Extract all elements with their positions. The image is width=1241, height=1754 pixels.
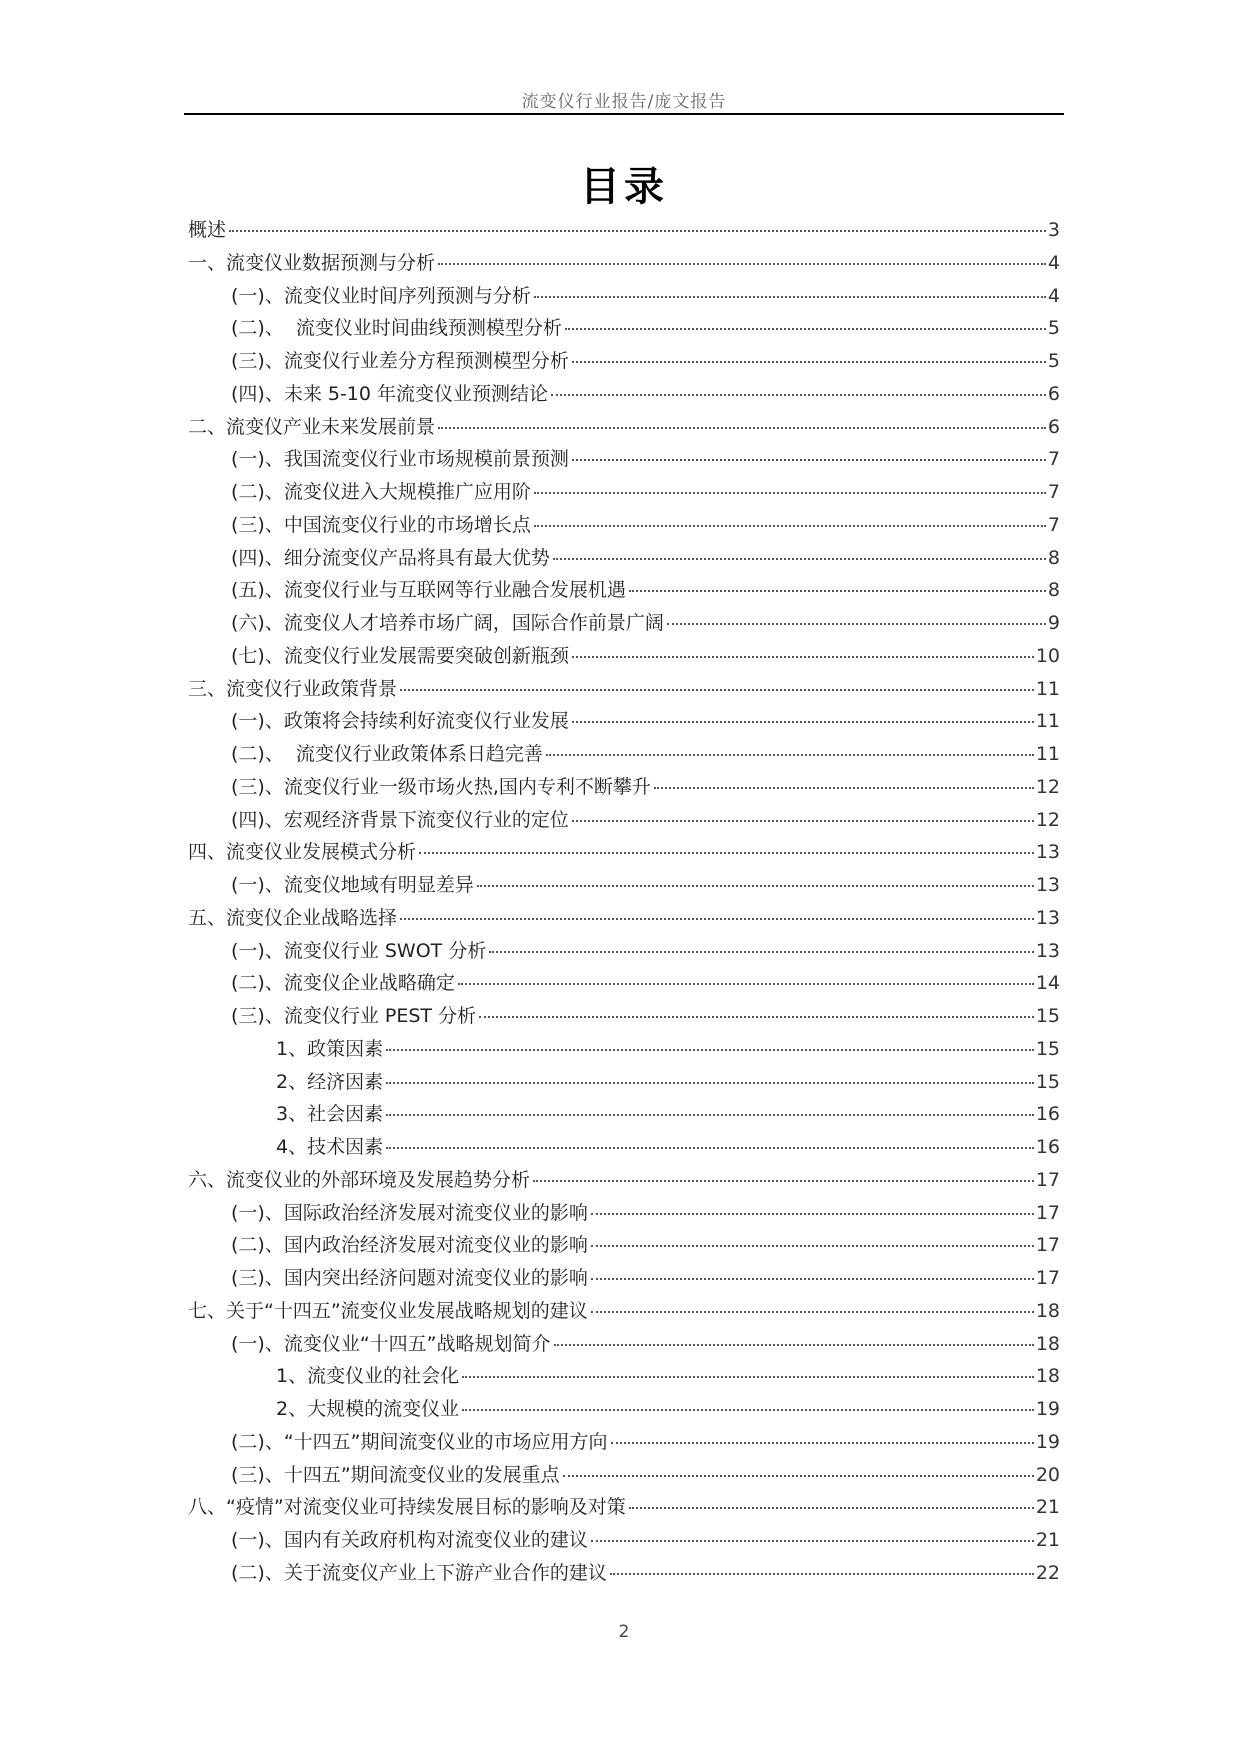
toc-entry[interactable] — [188, 412, 1060, 445]
page-number: 2 — [618, 1622, 630, 1642]
toc-entry[interactable] — [188, 1329, 1060, 1362]
toc-entry-label: 2、经济因素 — [276, 1070, 384, 1093]
toc-entry-page-number: 21 — [1035, 1496, 1060, 1519]
toc-entry-label: 4、技术因素 — [276, 1136, 384, 1158]
toc-entry[interactable] — [188, 1558, 1060, 1591]
dot-leader — [591, 1278, 1034, 1280]
toc-entry-label: (二)、流变仪进入大规模推广应用阶 — [231, 481, 531, 503]
toc-entry-label: (三)、中国流变仪行业的市场增长点 — [231, 513, 531, 536]
toc-entry-page-number: 15 — [1035, 1005, 1060, 1027]
dot-leader — [477, 885, 1034, 887]
toc-entry-page-number: 8 — [1047, 546, 1060, 569]
toc-entry-label: 1、政策因素 — [276, 1037, 384, 1060]
toc-entry-page-number: 8 — [1047, 579, 1060, 602]
toc-entry[interactable] — [188, 870, 1060, 903]
toc-entry-label: (一)、国内有关政府机构对流变仪业的建议 — [231, 1529, 588, 1551]
dot-leader — [572, 459, 1046, 461]
toc-entry[interactable] — [188, 608, 1060, 641]
dot-leader — [554, 1344, 1034, 1346]
toc-entry[interactable] — [188, 903, 1060, 936]
table-of-contents — [188, 215, 1060, 1591]
toc-entry-page-number: 9 — [1047, 612, 1060, 634]
toc-entry-page-number: 17 — [1035, 1267, 1060, 1289]
toc-entry-label: (一)、流变仪地域有明显差异 — [231, 874, 474, 896]
dot-leader — [572, 721, 1034, 723]
toc-entry[interactable] — [188, 674, 1060, 707]
toc-entry[interactable] — [188, 1394, 1060, 1427]
toc-entry-page-number: 13 — [1035, 874, 1060, 896]
toc-entry-page-number: 10 — [1035, 644, 1060, 667]
toc-entry-page-number: 20 — [1035, 1463, 1060, 1486]
toc-entry-label: (一)、我国流变仪行业市场规模前景预测 — [231, 448, 569, 471]
dot-leader — [610, 1573, 1034, 1575]
dot-leader — [489, 951, 1033, 953]
toc-entry[interactable] — [188, 1263, 1060, 1296]
dot-leader — [629, 1507, 1034, 1509]
dot-leader — [386, 1114, 1034, 1116]
toc-entry-page-number: 3 — [1047, 219, 1060, 241]
toc-entry[interactable] — [188, 1427, 1060, 1460]
toc-entry[interactable] — [188, 641, 1060, 674]
toc-entry[interactable] — [188, 346, 1060, 379]
toc-entry-page-number: 17 — [1035, 1168, 1060, 1191]
toc-entry-label: (二)、关于流变仪产业上下游产业合作的建议 — [231, 1561, 607, 1584]
toc-entry-page-number: 13 — [1035, 906, 1060, 929]
toc-entry-page-number: 18 — [1035, 1332, 1060, 1355]
toc-entry-page-number: 15 — [1035, 1037, 1060, 1060]
toc-entry-label: 2、大规模的流变仪业 — [276, 1398, 460, 1420]
toc-entry-page-number: 18 — [1035, 1365, 1060, 1388]
dot-leader — [591, 1213, 1034, 1215]
dot-leader — [479, 1016, 1034, 1018]
dot-leader — [400, 918, 1034, 920]
toc-entry[interactable] — [188, 510, 1060, 543]
toc-entry-label: 概述 — [188, 219, 227, 241]
toc-entry-page-number: 13 — [1035, 939, 1060, 962]
toc-entry-label: 四、流变仪业发展模式分析 — [188, 841, 417, 864]
dot-leader — [462, 1409, 1034, 1411]
toc-entry-page-number: 14 — [1035, 972, 1060, 995]
running-header: 流变仪行业报告/庞文报告 — [521, 92, 727, 112]
dot-leader — [591, 1540, 1034, 1542]
dot-leader — [572, 361, 1046, 363]
dot-leader — [458, 983, 1034, 985]
toc-entry-page-number: 11 — [1035, 710, 1060, 733]
toc-entry[interactable] — [188, 575, 1060, 608]
toc-entry-label: (二)、 流变仪行业政策体系日趋完善 — [231, 743, 543, 765]
toc-entry-page-number: 4 — [1047, 251, 1060, 274]
toc-entry-label: (三)、流变仪行业 PEST 分析 — [231, 1005, 477, 1027]
toc-entry-label: (二)、“十四五”期间流变仪业的市场应用方向 — [231, 1430, 608, 1453]
toc-entry-label: (三)、国内突出经济问题对流变仪业的影响 — [231, 1267, 588, 1289]
toc-entry[interactable] — [188, 281, 1060, 314]
toc-entry[interactable] — [188, 444, 1060, 477]
toc-entry[interactable] — [188, 1132, 1060, 1165]
dot-leader — [386, 1082, 1034, 1084]
toc-entry-page-number: 19 — [1035, 1398, 1060, 1420]
dot-leader — [438, 263, 1046, 265]
toc-entry[interactable] — [188, 772, 1060, 805]
toc-entry[interactable] — [188, 477, 1060, 510]
toc-entry-label: 一、流变仪业数据预测与分析 — [188, 251, 436, 274]
toc-entry[interactable] — [188, 1165, 1060, 1198]
toc-entry[interactable] — [188, 1001, 1060, 1034]
toc-entry-page-number: 17 — [1035, 1201, 1060, 1224]
toc-entry[interactable] — [188, 1067, 1060, 1100]
toc-entry[interactable] — [188, 1034, 1060, 1067]
dot-leader — [591, 1245, 1034, 1247]
toc-entry-label: 二、流变仪产业未来发展前景 — [188, 415, 436, 438]
toc-entry-label: (三)、流变仪行业差分方程预测模型分析 — [231, 350, 569, 372]
toc-entry-label: (七)、流变仪行业发展需要突破创新瓶颈 — [231, 644, 569, 667]
toc-entry-label: (三)、十四五”期间流变仪业的发展重点 — [231, 1463, 560, 1486]
dot-leader — [572, 820, 1034, 822]
toc-entry[interactable] — [188, 1361, 1060, 1394]
dot-leader — [667, 623, 1046, 625]
toc-entry-page-number: 7 — [1047, 513, 1060, 536]
dot-leader — [534, 492, 1046, 494]
dot-leader — [534, 525, 1046, 527]
toc-entry[interactable] — [188, 1460, 1060, 1493]
toc-entry-label: (四)、宏观经济背景下流变仪行业的定位 — [231, 808, 569, 831]
toc-entry-page-number: 12 — [1035, 775, 1060, 798]
toc-entry-label: (一)、流变仪业时间序列预测与分析 — [231, 284, 531, 307]
toc-entry-page-number: 15 — [1035, 1070, 1060, 1093]
toc-entry-label: (二)、国内政治经济发展对流变仪业的影响 — [231, 1234, 588, 1257]
toc-entry[interactable] — [188, 1198, 1060, 1231]
toc-entry-page-number: 18 — [1035, 1299, 1060, 1322]
toc-entry[interactable] — [188, 1525, 1060, 1558]
toc-entry-label: 3、社会因素 — [276, 1103, 384, 1126]
toc-entry-page-number: 16 — [1035, 1136, 1060, 1158]
dot-leader — [565, 328, 1046, 330]
dot-leader — [551, 394, 1046, 396]
toc-entry-page-number: 12 — [1035, 808, 1060, 831]
toc-entry-page-number: 22 — [1035, 1561, 1060, 1584]
dot-leader — [629, 590, 1046, 592]
dot-leader — [572, 656, 1034, 658]
toc-entry-label: (一)、流变仪业“十四五”战略规划简介 — [231, 1332, 551, 1355]
toc-entry[interactable] — [188, 739, 1060, 772]
toc-entry-label: 1、流变仪业的社会化 — [276, 1365, 460, 1388]
toc-entry-page-number: 5 — [1047, 350, 1060, 372]
toc-entry[interactable] — [188, 1296, 1060, 1329]
toc-entry[interactable] — [188, 1230, 1060, 1263]
dot-leader — [654, 787, 1034, 789]
toc-entry-page-number: 5 — [1047, 317, 1060, 340]
toc-entry-page-number: 21 — [1035, 1529, 1060, 1551]
toc-entry[interactable] — [188, 313, 1060, 346]
dot-leader — [591, 1311, 1034, 1313]
toc-entry[interactable] — [188, 968, 1060, 1001]
toc-entry-label: 五、流变仪企业战略选择 — [188, 906, 398, 929]
dot-leader — [533, 1180, 1034, 1182]
toc-entry-label: (四)、未来 5-10 年流变仪业预测结论 — [231, 382, 549, 405]
toc-entry-page-number: 13 — [1035, 841, 1060, 864]
toc-entry-label: (三)、流变仪行业一级市场火热,国内专利不断攀升 — [231, 775, 651, 798]
toc-entry[interactable] — [188, 543, 1060, 576]
toc-entry-page-number: 19 — [1035, 1430, 1060, 1453]
toc-entry[interactable] — [188, 837, 1060, 870]
dot-leader — [400, 689, 1034, 691]
dot-leader — [438, 427, 1046, 429]
toc-entry-page-number: 6 — [1047, 382, 1060, 405]
dot-leader — [419, 852, 1034, 854]
toc-entry-label: 六、流变仪业的外部环境及发展趋势分析 — [188, 1168, 531, 1191]
toc-entry-page-number: 11 — [1035, 743, 1060, 765]
toc-entry-label: (六)、流变仪人才培养市场广阔，国际合作前景广阔 — [231, 612, 664, 634]
toc-entry-page-number: 4 — [1047, 284, 1060, 307]
toc-entry[interactable] — [188, 248, 1060, 281]
toc-entry[interactable] — [188, 1099, 1060, 1132]
dot-leader — [462, 1376, 1034, 1378]
toc-entry-label: 三、流变仪行业政策背景 — [188, 677, 398, 700]
toc-entry-label: (四)、细分流变仪产品将具有最大优势 — [231, 546, 550, 569]
toc-entry-label: (一)、流变仪行业 SWOT 分析 — [231, 939, 487, 962]
header-divider — [184, 113, 1064, 115]
toc-title: 目录 — [580, 164, 668, 210]
toc-entry-page-number: 6 — [1047, 415, 1060, 438]
toc-entry-page-number: 7 — [1047, 481, 1060, 503]
toc-entry-page-number: 11 — [1035, 677, 1060, 700]
toc-entry[interactable] — [188, 936, 1060, 969]
toc-entry[interactable] — [188, 805, 1060, 838]
toc-entry-label: (一)、国际政治经济发展对流变仪业的影响 — [231, 1201, 588, 1224]
dot-leader — [386, 1147, 1034, 1149]
toc-entry[interactable] — [188, 215, 1060, 248]
dot-leader — [611, 1442, 1034, 1444]
toc-entry[interactable] — [188, 706, 1060, 739]
toc-entry-label: (二)、流变仪企业战略确定 — [231, 972, 455, 995]
toc-entry-label: (一)、政策将会持续利好流变仪行业发展 — [231, 710, 569, 733]
dot-leader — [386, 1049, 1034, 1051]
toc-entry-label: 七、关于“十四五”流变仪业发展战略规划的建议 — [188, 1299, 588, 1322]
dot-leader — [563, 1475, 1034, 1477]
dot-leader — [229, 230, 1046, 232]
toc-entry[interactable] — [188, 379, 1060, 412]
dot-leader — [553, 558, 1046, 560]
toc-entry-label: (二)、 流变仪业时间曲线预测模型分析 — [231, 317, 562, 340]
toc-entry-page-number: 16 — [1035, 1103, 1060, 1126]
toc-entry-label: (五)、流变仪行业与互联网等行业融合发展机遇 — [231, 579, 626, 602]
toc-entry-label: 八、“疫情”对流变仪业可持续发展目标的影响及对策 — [188, 1496, 626, 1519]
dot-leader — [546, 754, 1034, 756]
dot-leader — [534, 296, 1046, 298]
toc-entry[interactable] — [188, 1492, 1060, 1525]
toc-entry-page-number: 7 — [1047, 448, 1060, 471]
toc-entry-page-number: 17 — [1035, 1234, 1060, 1257]
